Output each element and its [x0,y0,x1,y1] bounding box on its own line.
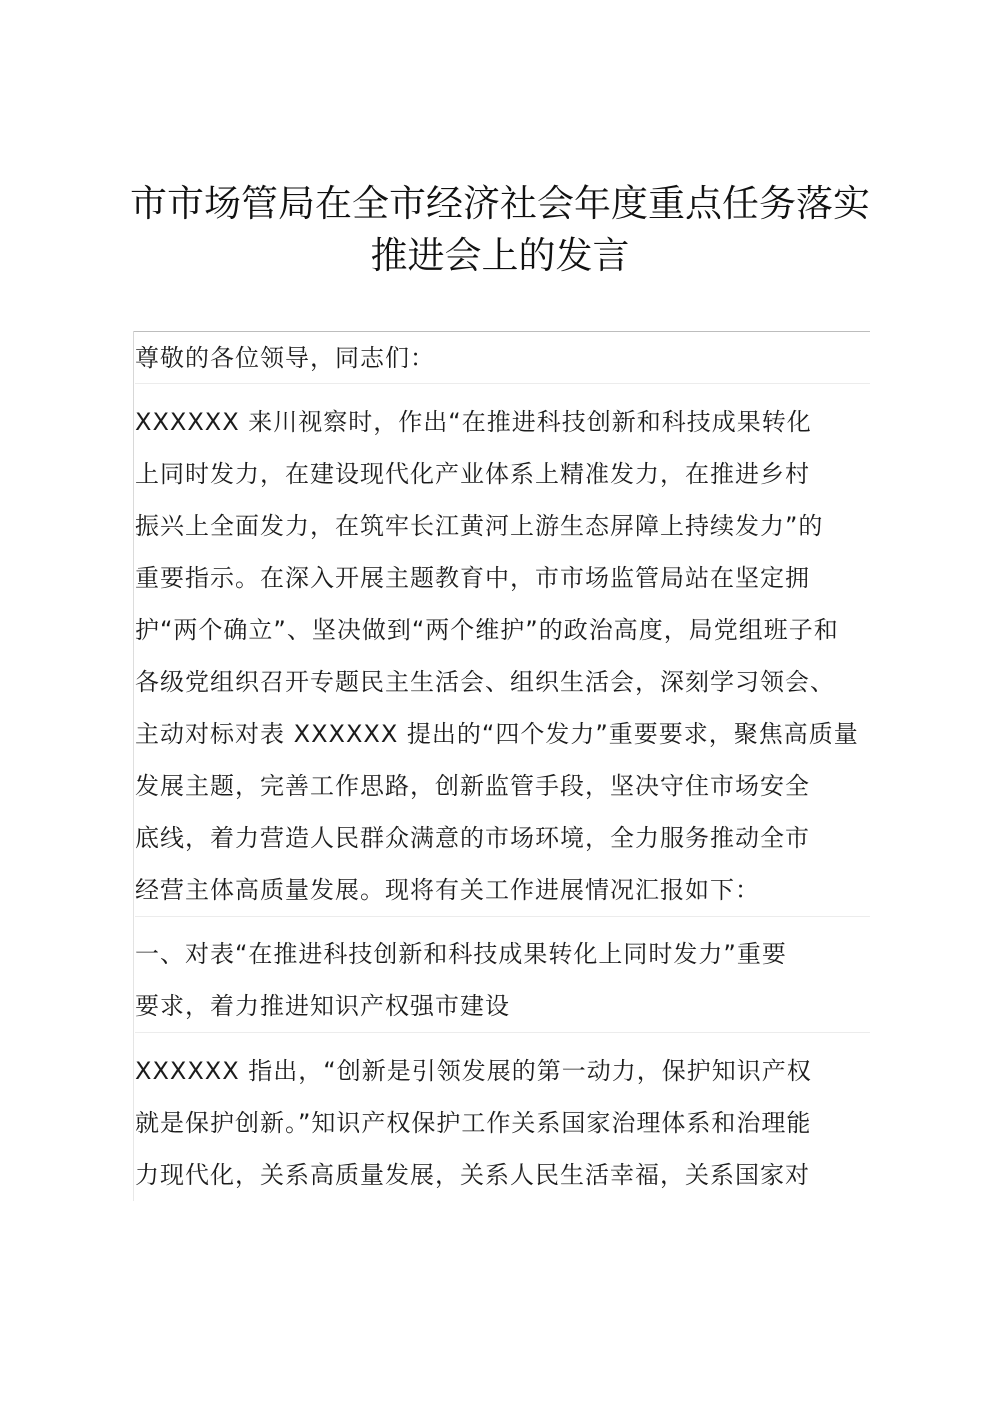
heading-line: 要求，着力推进知识产权强市建设 [135,992,510,1020]
paragraph-line: 发展主题，完善工作思路，创新监管手段，坚决守住市场安全 [135,772,810,800]
paragraph-1 [135,396,870,916]
document-title [100,178,900,282]
paragraph-line: 重要指示。在深入开展主题教育中，市市场监管局站在坚定拥 [135,564,810,592]
paragraph-line: XXXXXX 指出，“创新是引领发展的第一动力，保护知识产权 [135,1057,812,1085]
paragraph-line: 经营主体高质量发展。现将有关工作进展情况汇报如下： [135,876,760,904]
paragraph-line: 上同时发力，在建设现代化产业体系上精准发力，在推进乡村 [135,460,810,488]
paragraph-line: 护“两个确立”、坚决做到“两个维护”的政治高度，局党组班子和 [135,616,839,644]
salutation-line: 尊敬的各位领导，同志们： [135,344,435,372]
paragraph-line: 底线，着力营造人民群众满意的市场环境，全力服务推动全市 [135,824,810,852]
title-line-1: 市市场管局在全市经济社会年度重点任务落实 [130,182,870,225]
text-frame-left-rule [133,331,134,1201]
paragraph-line: 各级党组织召开专题民主生活会、组织生活会，深刻学习领会、 [135,668,835,696]
paragraph-line: 振兴上全面发力，在筑牢长江黄河上游生态屏障上持续发力”的 [135,512,824,540]
paragraph-line: 就是保护创新。”知识产权保护工作关系国家治理体系和治理能 [135,1109,812,1137]
paragraph-2 [135,1045,870,1201]
paragraph-line: 力现代化，关系高质量发展，关系人民生活幸福，关系国家对 [135,1161,810,1189]
paragraph-line: 主动对标对表 XXXXXX 提出的“四个发力”重要要求，聚焦高质量 [135,720,859,748]
paragraph-separator [135,383,870,384]
section-heading-1 [135,928,870,1032]
paragraph-separator [135,916,870,917]
heading-line: 一、对表“在推进科技创新和科技成果转化上同时发力”重要 [135,940,787,968]
paragraph-line: XXXXXX 来川视察时，作出“在推进科技创新和科技成果转化 [135,408,812,436]
salutation [135,332,870,384]
title-line-2: 推进会上的发言 [370,234,630,277]
paragraph-separator [135,1032,870,1033]
